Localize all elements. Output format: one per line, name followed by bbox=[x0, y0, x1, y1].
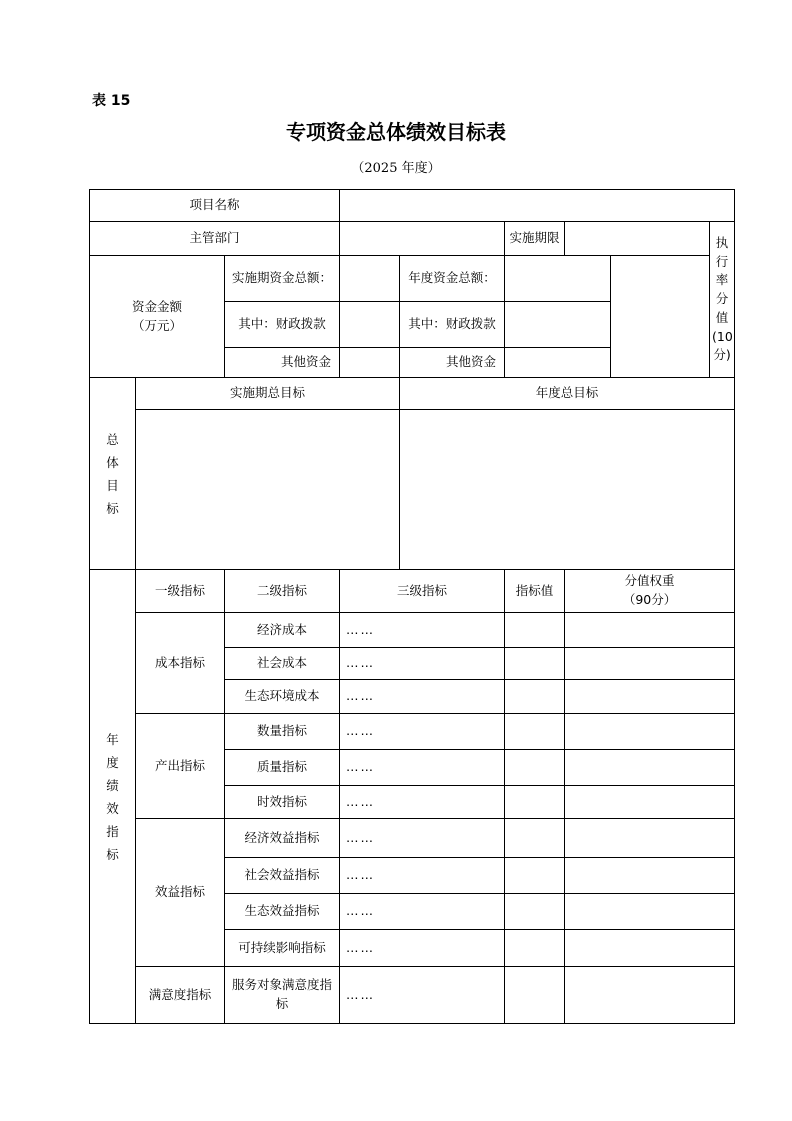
indicator-header-row bbox=[90, 570, 735, 613]
overall-goal-label: 总体目标 bbox=[90, 378, 136, 570]
annual-indicator-label: 年度绩效指标 bbox=[90, 570, 136, 1024]
period-goal-label: 实施期总目标 bbox=[136, 378, 400, 410]
level2-cell: 经济成本 bbox=[225, 613, 340, 648]
level1-header: 一级指标 bbox=[136, 570, 225, 613]
indicator-value-cell[interactable] bbox=[505, 648, 565, 680]
weight-header: 分值权重 （90分） bbox=[565, 570, 735, 613]
year-total-field[interactable] bbox=[505, 256, 611, 302]
fiscal-label-year: 其中：财政拨款 bbox=[400, 302, 505, 348]
weight-cell[interactable] bbox=[565, 648, 735, 680]
weight-cell[interactable] bbox=[565, 930, 735, 967]
indicator-value-cell[interactable] bbox=[505, 613, 565, 648]
project-name-row bbox=[90, 190, 735, 222]
value-header: 指标值 bbox=[505, 570, 565, 613]
fund-amount-label bbox=[90, 256, 225, 378]
level2-cell: 时效指标 bbox=[225, 786, 340, 819]
level3-cell[interactable]: …… bbox=[340, 858, 505, 894]
period-goal-field[interactable] bbox=[136, 410, 400, 570]
indicator-value-cell[interactable] bbox=[505, 894, 565, 930]
overall-goal-header-row bbox=[90, 378, 735, 410]
other-fund-label-year: 其他资金 bbox=[400, 348, 505, 378]
fund-amount-label-line1: 资金金额 bbox=[131, 298, 182, 314]
weight-cell[interactable] bbox=[565, 858, 735, 894]
level3-header: 三级指标 bbox=[340, 570, 505, 613]
weight-cell[interactable] bbox=[565, 613, 735, 648]
department-row bbox=[90, 222, 735, 256]
level3-cell[interactable]: …… bbox=[340, 819, 505, 858]
period-field[interactable] bbox=[565, 222, 710, 256]
level1-cell: 成本指标 bbox=[136, 613, 225, 714]
level1-cell: 效益指标 bbox=[136, 819, 225, 967]
indicator-row bbox=[90, 613, 735, 648]
indicator-value-cell[interactable] bbox=[505, 967, 565, 1024]
table-number: 表 15 bbox=[92, 93, 131, 109]
project-name-label: 项目名称 bbox=[90, 190, 340, 222]
document-year: （2025 年度） bbox=[351, 161, 441, 176]
level2-header: 二级指标 bbox=[225, 570, 340, 613]
level3-cell[interactable]: …… bbox=[340, 894, 505, 930]
weight-cell[interactable] bbox=[565, 967, 735, 1024]
level2-cell: 质量指标 bbox=[225, 750, 340, 786]
fund-amount-label-line2: （万元） bbox=[131, 317, 182, 333]
department-field[interactable] bbox=[340, 222, 505, 256]
other-fund-field-period[interactable] bbox=[340, 348, 400, 378]
department-label: 主管部门 bbox=[90, 222, 340, 256]
indicator-row bbox=[90, 967, 735, 1024]
level2-cell: 社会成本 bbox=[225, 648, 340, 680]
weight-cell[interactable] bbox=[565, 680, 735, 714]
level2-cell: 社会效益指标 bbox=[225, 858, 340, 894]
weight-cell[interactable] bbox=[565, 786, 735, 819]
level3-cell[interactable]: …… bbox=[340, 648, 505, 680]
indicator-value-cell[interactable] bbox=[505, 930, 565, 967]
year-goal-label: 年度总目标 bbox=[400, 378, 735, 410]
level1-cell: 满意度指标 bbox=[136, 967, 225, 1024]
level3-cell[interactable]: …… bbox=[340, 967, 505, 1024]
indicator-value-cell[interactable] bbox=[505, 819, 565, 858]
indicator-value-cell[interactable] bbox=[505, 786, 565, 819]
weight-cell[interactable] bbox=[565, 714, 735, 750]
other-fund-label-period: 其他资金 bbox=[225, 348, 340, 378]
level3-cell[interactable]: …… bbox=[340, 613, 505, 648]
fiscal-label-period: 其中：财政拨款 bbox=[225, 302, 340, 348]
fund-total-row bbox=[90, 256, 735, 302]
performance-goal-table bbox=[89, 189, 735, 1024]
indicator-value-cell[interactable] bbox=[505, 750, 565, 786]
period-total-label: 实施期资金总额： bbox=[225, 256, 340, 302]
indicator-value-cell[interactable] bbox=[505, 680, 565, 714]
level3-cell[interactable]: …… bbox=[340, 786, 505, 819]
weight-cell[interactable] bbox=[565, 894, 735, 930]
level2-cell: 数量指标 bbox=[225, 714, 340, 750]
year-total-label: 年度资金总额： bbox=[400, 256, 505, 302]
fiscal-field-year[interactable] bbox=[505, 302, 611, 348]
other-fund-field-year[interactable] bbox=[505, 348, 611, 378]
weight-cell[interactable] bbox=[565, 819, 735, 858]
level2-cell: 生态效益指标 bbox=[225, 894, 340, 930]
indicator-row bbox=[90, 819, 735, 858]
project-name-field[interactable] bbox=[340, 190, 735, 222]
overall-goal-content-row bbox=[90, 410, 735, 570]
year-goal-field[interactable] bbox=[400, 410, 735, 570]
level3-cell[interactable]: …… bbox=[340, 750, 505, 786]
indicator-value-cell[interactable] bbox=[505, 714, 565, 750]
level3-cell[interactable]: …… bbox=[340, 930, 505, 967]
weight-cell[interactable] bbox=[565, 750, 735, 786]
document-title: 专项资金总体绩效目标表 bbox=[286, 120, 506, 144]
level3-cell[interactable]: …… bbox=[340, 680, 505, 714]
level2-cell: 经济效益指标 bbox=[225, 819, 340, 858]
level2-cell: 生态环境成本 bbox=[225, 680, 340, 714]
period-label: 实施期限 bbox=[505, 222, 565, 256]
level2-cell: 服务对象满意度指标 bbox=[225, 967, 340, 1024]
period-total-field[interactable] bbox=[340, 256, 400, 302]
level2-cell: 可持续影响指标 bbox=[225, 930, 340, 967]
indicator-row bbox=[90, 714, 735, 750]
fiscal-field-period[interactable] bbox=[340, 302, 400, 348]
exec-rate-label: 执行率分值(10分) bbox=[710, 222, 735, 378]
indicator-value-cell[interactable] bbox=[505, 858, 565, 894]
level1-cell: 产出指标 bbox=[136, 714, 225, 819]
level3-cell[interactable]: …… bbox=[340, 714, 505, 750]
